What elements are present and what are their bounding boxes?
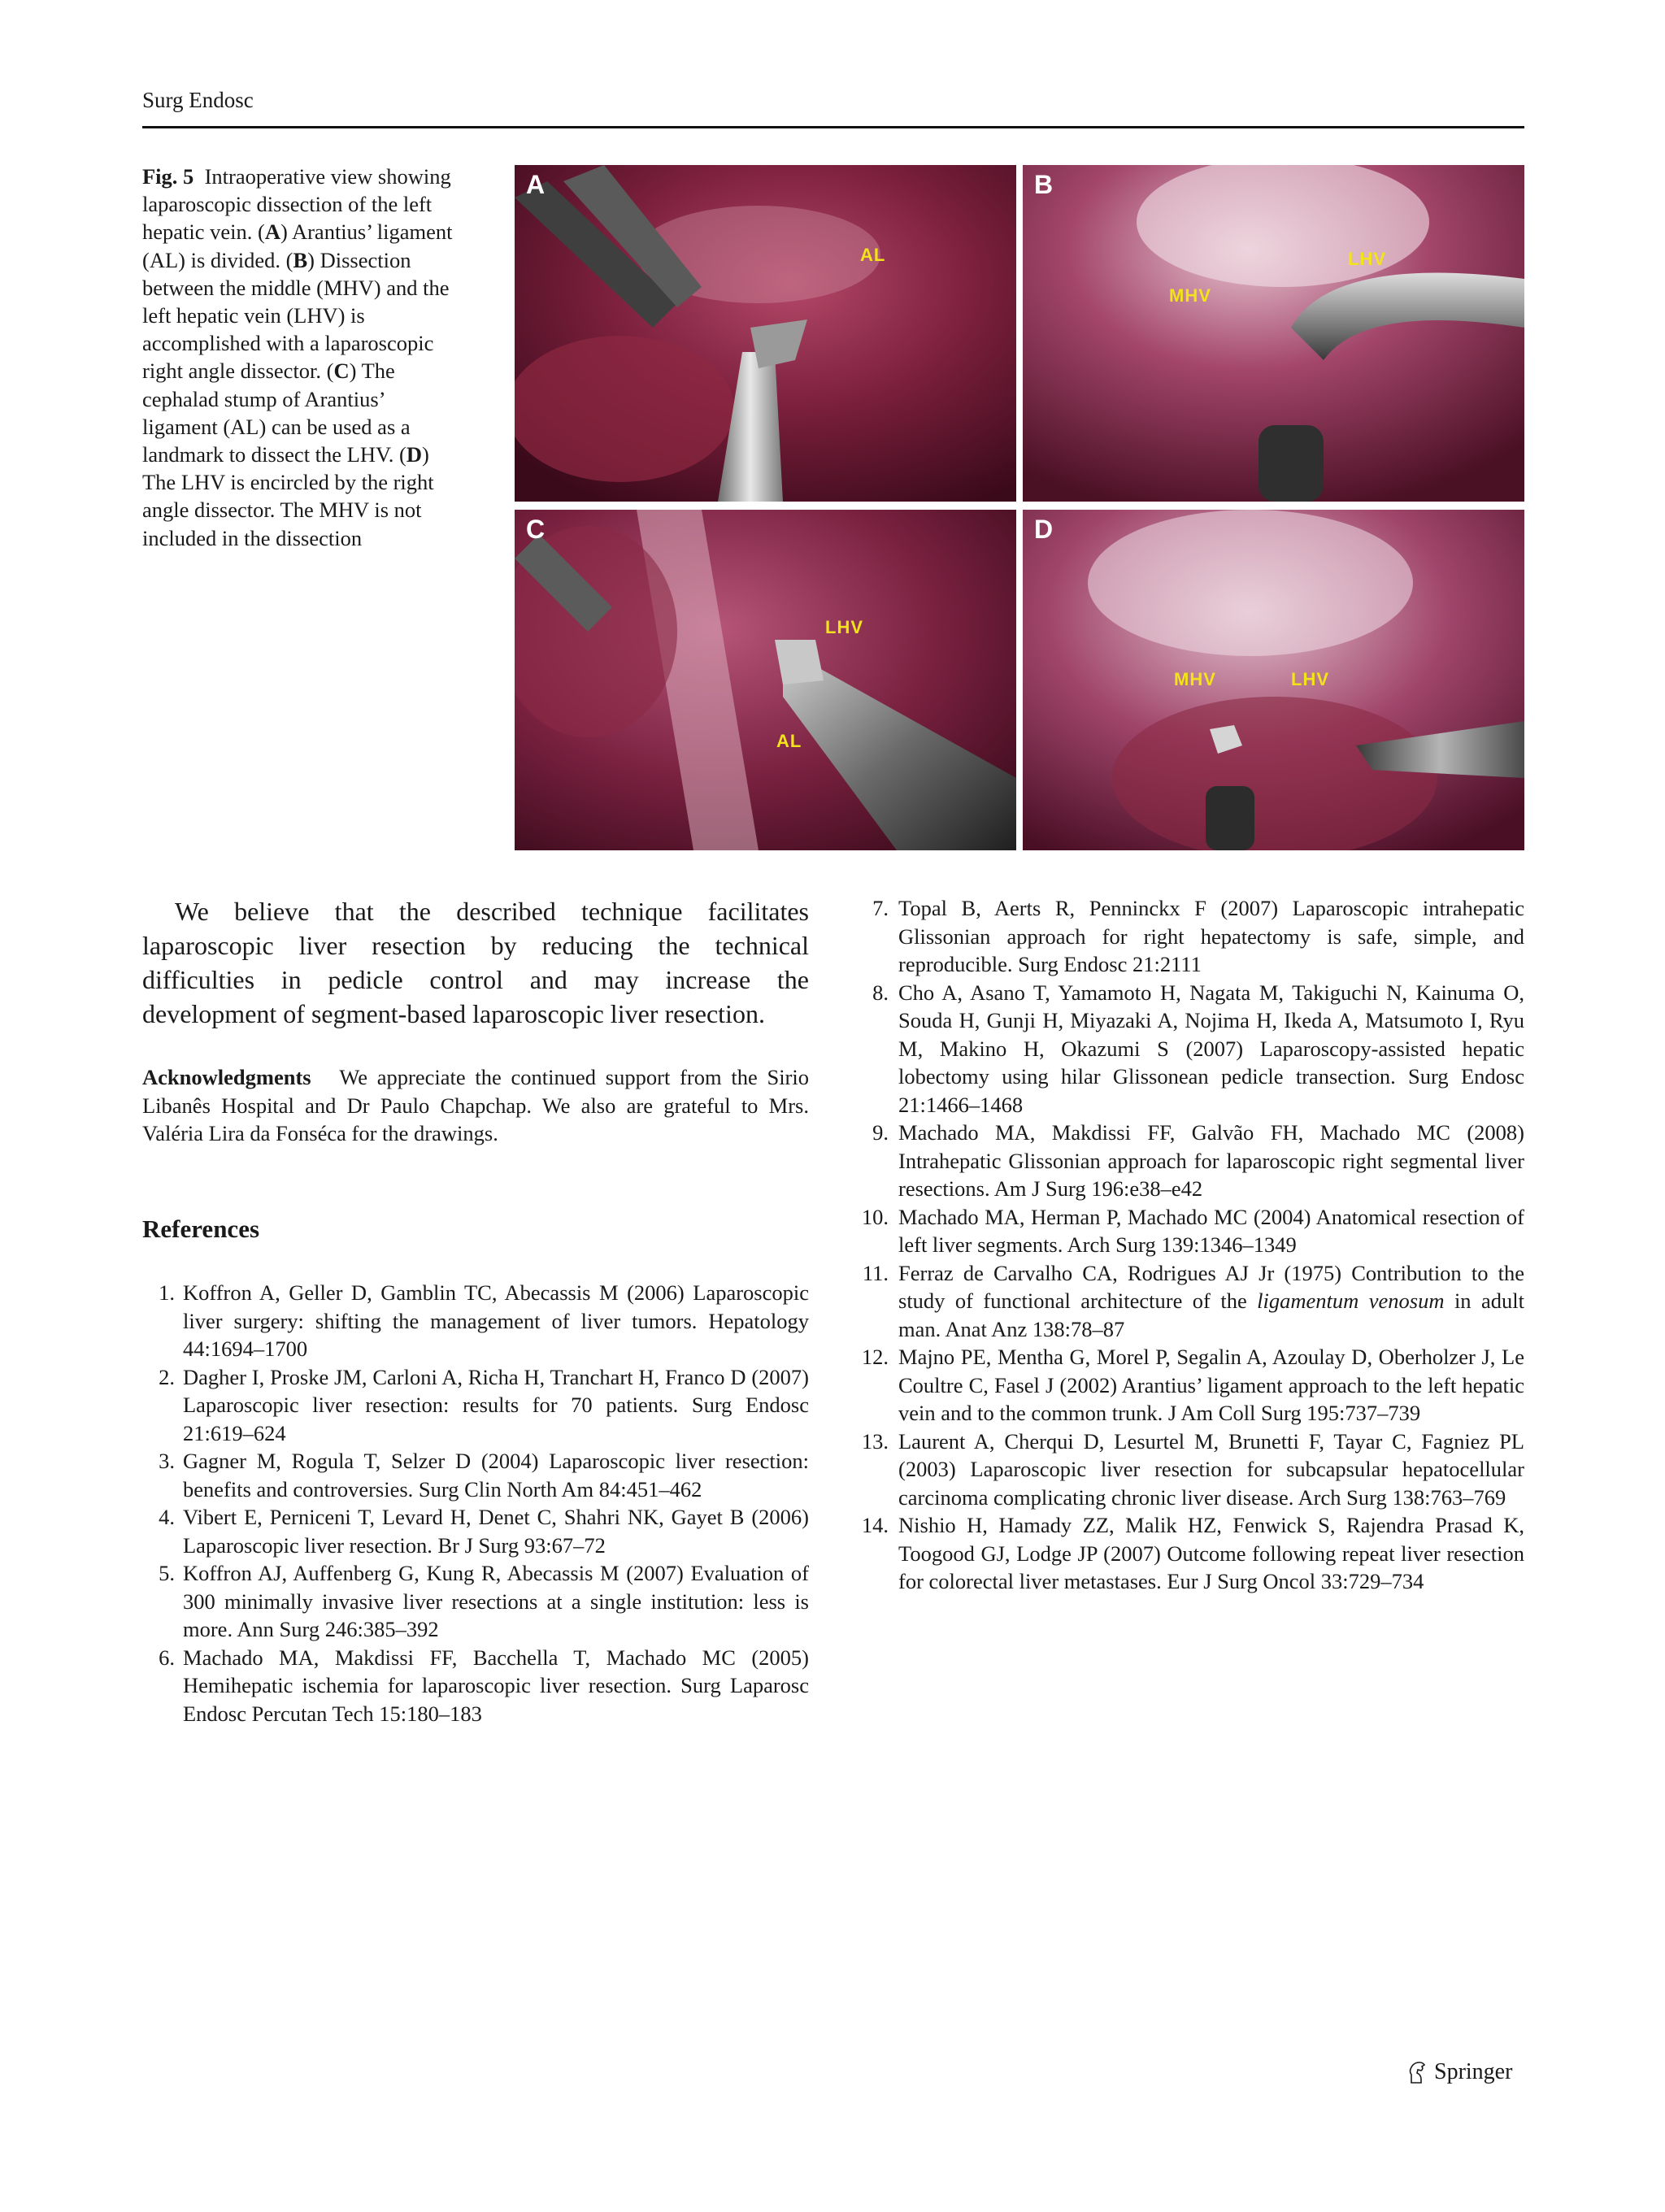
figure-panel-a — [515, 165, 1016, 502]
running-header-journal: Surg Endosc — [142, 88, 254, 112]
references-heading: References — [142, 1215, 260, 1243]
reference-number: 10. — [861, 1204, 889, 1229]
panel-d-label-lhv: LHV — [1291, 669, 1329, 689]
figure-panel-b — [1023, 165, 1524, 502]
reference-text: Machado MA, Makdissi FF, Galvão FH, Machado MC (2008) Intrahepatic Glissonian approach for laparoscopic right segmental liver resections. Am J Surg 196:e38–e42 — [898, 1120, 1524, 1201]
reference-text: Topal B, Aerts R, Penninckx F (2007) Laparoscopic intrahepatic Glissonian approach for right hepatectomy is safe, simple, and reproducible. Surg Endosc 21:2111 — [898, 896, 1524, 976]
reference-text: Machado MA, Makdissi FF, Bacchella T, Machado MC (2005) Hemihepatic ischemia for laparoscopic liver resection. Surg Laparosc Endosc Percutan Tech 15:180–183 — [183, 1645, 809, 1726]
reference-number: 7. — [872, 896, 889, 920]
reference-number: 2. — [159, 1364, 175, 1389]
header-rule — [142, 126, 1524, 128]
reference-item — [850, 894, 1524, 979]
reference-item — [850, 1119, 1524, 1203]
figure-caption — [142, 163, 455, 552]
reference-item — [142, 1279, 809, 1363]
reference-number: 5. — [159, 1561, 175, 1585]
reference-number: 13. — [861, 1428, 889, 1454]
reference-text: Majno PE, Mentha G, Morel P, Segalin A, Azoulay D, Oberholzer J, Le Coultre C, Fasel J (2002) Arantius’ ligament approach to the left hepatic vein and to the common trunk. J Am Coll Surg 195:737–739 — [898, 1345, 1524, 1425]
reference-number: 6. — [159, 1645, 175, 1670]
reference-text: Nishio H, Hamady ZZ, Malik HZ, Fenwick S, Rajendra Prasad K, Toogood GJ, Lodge JP (2007) Outcome following repeat liver resection for colorectal liver metastases. Eur J Surg Oncol 33:729–734 — [898, 1513, 1524, 1593]
panel-d-label-mhv: MHV — [1174, 669, 1216, 689]
reference-item — [850, 1511, 1524, 1596]
reference-text: Dagher I, Proske JM, Carloni A, Richa H, Tranchart H, Franco D (2007) Laparoscopic liver resection: results for 70 patients. Surg Endosc 21:619–624 — [183, 1364, 809, 1445]
acknowledgments-text: We appreciate the continued support from the Sirio Libanês Hospital and Dr Paulo Chapchap. We also are grateful to Mrs. Valéria Lira da Fonséca for the drawings. — [142, 1065, 809, 1145]
reference-text: Cho A, Asano T, Yamamoto H, Nagata M, Takiguchi N, Kainuma O, Souda H, Gunji H, Miyazaki A, Nojima H, Ikeda A, Matsumoto I, Ryu M, Makino H, Okazumi S (2007) Laparoscopy-assisted hepatic lobectomy using hilar Glissonean pedicle transection. Surg Endosc 21:1466–1468 — [898, 980, 1524, 1117]
panel-letter-a: A — [526, 170, 546, 199]
reference-number: 11. — [862, 1260, 889, 1285]
figure-caption-label: Fig. 5 — [142, 164, 194, 189]
publisher-name: Springer — [1434, 2059, 1513, 2084]
reference-item — [850, 1428, 1524, 1512]
acknowledgments-heading: Acknowledgments — [142, 1065, 311, 1089]
reference-item — [142, 1644, 809, 1728]
reference-text: Koffron AJ, Auffenberg G, Kung R, Abecassis M (2007) Evaluation of 300 minimally invasive liver resections at a single institution: less is more. Ann Surg 246:385–392 — [183, 1561, 809, 1641]
reference-text: Vibert E, Perniceni T, Levard H, Denet C, Shahri NK, Gayet B (2006) Laparoscopic liver resection. Br J Surg 93:67–72 — [183, 1505, 809, 1558]
reference-item — [142, 1447, 809, 1503]
surgical-photo-c — [515, 510, 1016, 850]
reference-text: Ferraz de Carvalho CA, Rodrigues AJ Jr (1975) Contribution to the study of functional architecture of the ligamentum venosum in adult man. Anat Anz 138:78–87 — [898, 1260, 1524, 1341]
reference-number: 14. — [861, 1513, 889, 1537]
reference-number: 4. — [159, 1505, 175, 1529]
body-paragraph: We believe that the described technique facilitates laparoscopic liver resection by reducing the technical difficulties in pedicle control and may increase the development of segment-based laparoscopic liver resection. — [142, 897, 809, 1028]
reference-item — [850, 1343, 1524, 1428]
figure-caption-text: Intraoperative view showing laparoscopic dissection of the left hepatic vein. (A) Arantius’ ligament (AL) is divided. (B) Dissection between the middle (MHV) and the left hepatic vein (LHV) is accomplished with a laparoscopic right angle dissector. (C) The cephalad stump of Arantius’ ligament (AL) can be used as a landmark to dissect the LHV. (D) The LHV is encircled by the right angle dissector. The MHV is not included in the dissection — [142, 164, 453, 550]
reference-number: 1. — [159, 1280, 175, 1305]
reference-text: Laurent A, Cherqui D, Lesurtel M, Brunetti F, Tayar C, Fagniez PL (2003) Laparoscopic liver resection for subcapsular hepatocellular carcinoma complicating chronic liver disease. Arch Surg 138:763–769 — [898, 1428, 1524, 1510]
publisher-footer — [1406, 2059, 1512, 2085]
reference-number: 9. — [872, 1120, 889, 1145]
surgical-photo-a — [515, 165, 1016, 502]
panel-b-label-mhv: MHV — [1169, 285, 1211, 306]
references-list-right — [850, 894, 1524, 1596]
springer-horse-icon — [1406, 2060, 1428, 2084]
panel-letter-c: C — [526, 515, 546, 544]
reference-item — [850, 1203, 1524, 1259]
figure-panel-d — [1023, 510, 1524, 850]
figure-5-panels — [515, 165, 1524, 850]
panel-letter-b: B — [1034, 170, 1054, 199]
reference-item — [142, 1503, 809, 1559]
panel-b-label-lhv: LHV — [1348, 249, 1386, 269]
reference-text: Machado MA, Herman P, Machado MC (2004) Anatomical resection of left liver segments. Arch Surg 139:1346–1349 — [898, 1204, 1524, 1257]
reference-item — [850, 1259, 1524, 1344]
surgical-photo-d — [1023, 510, 1524, 850]
reference-number: 12. — [861, 1345, 889, 1369]
panel-c-label-al: AL — [776, 731, 802, 751]
reference-item — [142, 1559, 809, 1644]
reference-text: Koffron A, Geller D, Gamblin TC, Abecassis M (2006) Laparoscopic liver surgery: shifting the management of liver tumors. Hepatology 44:1694–1700 — [183, 1280, 809, 1361]
panel-a-label-al: AL — [860, 245, 886, 265]
reference-item — [142, 1363, 809, 1448]
figure-panel-c — [515, 510, 1016, 850]
reference-item — [850, 979, 1524, 1119]
panel-c-label-lhv: LHV — [825, 617, 863, 637]
surgical-photo-b — [1023, 165, 1524, 502]
panel-letter-d: D — [1034, 515, 1054, 544]
reference-number: 8. — [872, 980, 889, 1005]
reference-number: 3. — [159, 1449, 175, 1473]
acknowledgments — [142, 1063, 809, 1148]
reference-text: Gagner M, Rogula T, Selzer D (2004) Laparoscopic liver resection: benefits and controversies. Surg Clin North Am 84:451–462 — [183, 1449, 809, 1501]
references-list-left — [142, 1279, 809, 1727]
